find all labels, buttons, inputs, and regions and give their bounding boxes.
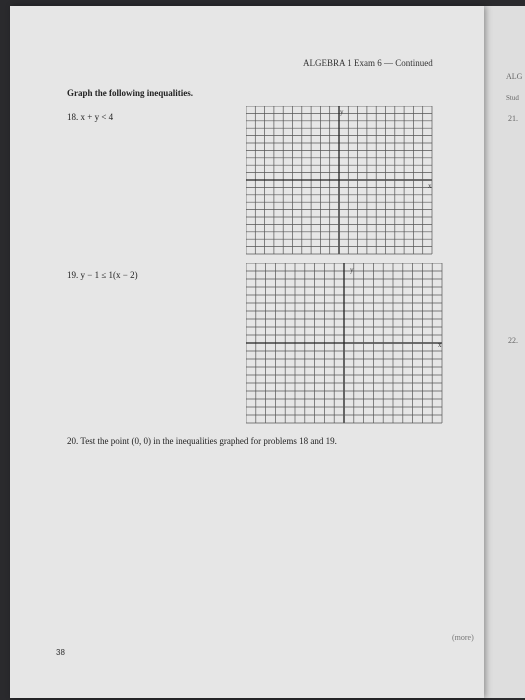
- graph-grid-19: [246, 263, 444, 425]
- page-number: 38: [56, 648, 65, 657]
- y-axis-label: y: [340, 108, 344, 116]
- graph-grid-18: [246, 106, 434, 256]
- facing-page-problem-22: 22.: [508, 336, 518, 345]
- x-axis-label: x: [438, 341, 442, 349]
- facing-page-student-label: Stud: [506, 94, 519, 102]
- instructions-heading: Graph the following inequalities.: [67, 88, 194, 98]
- x-axis-label: x: [428, 182, 432, 190]
- y-axis-label: y: [350, 266, 354, 274]
- facing-page-header: ALG: [506, 72, 523, 81]
- problem-18: 18. x + y < 4: [67, 112, 114, 122]
- grid-lines: [246, 263, 442, 423]
- facing-page-problem-21: 21.: [508, 114, 518, 123]
- exam-header: ALGEBRA 1 Exam 6 — Continued: [303, 58, 433, 68]
- more-indicator: (more): [452, 633, 474, 642]
- problem-19: 19. y − 1 ≤ 1(x − 2): [67, 270, 138, 280]
- grid-lines: [246, 106, 432, 254]
- problem-20: 20. Test the point (0, 0) in the inequalities graphed for problems 18 and 19.: [67, 436, 337, 446]
